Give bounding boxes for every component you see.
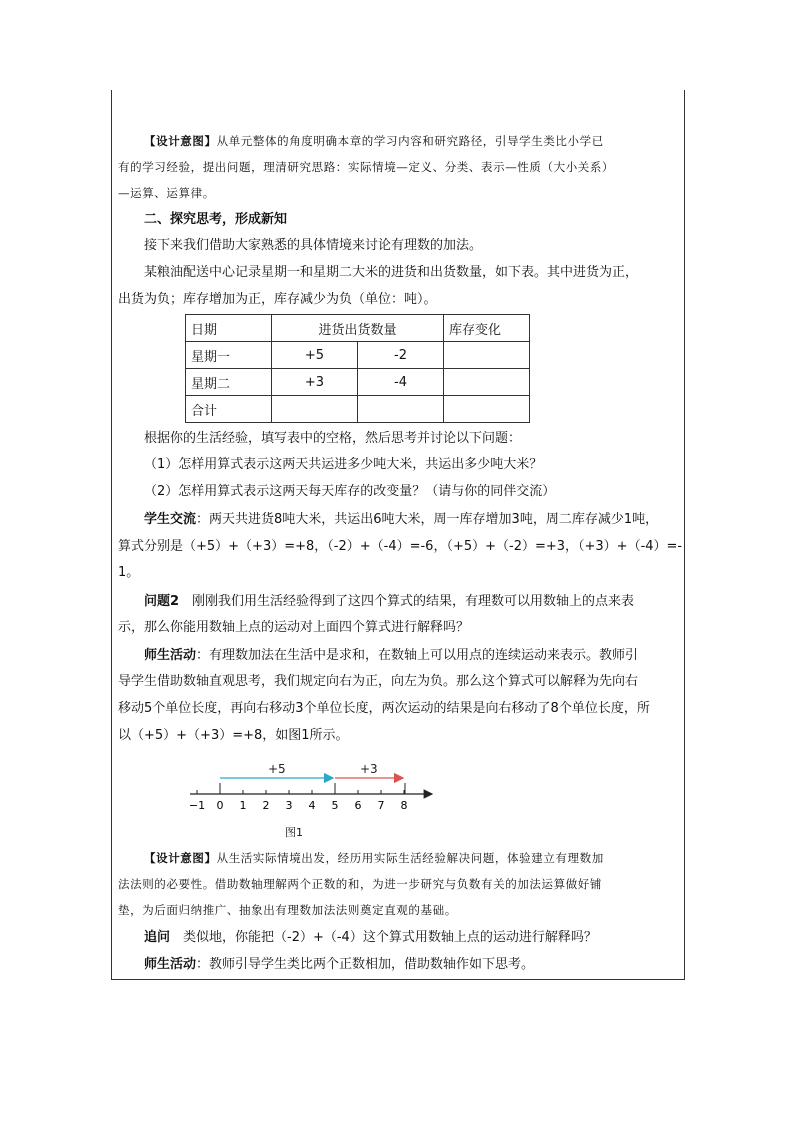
design-intent-2: 【设计意图】从生活实际情境出发，经历用实际生活经验解决问题，体验建立有理数加	[144, 851, 604, 865]
table-row: 日期 进货出货数量 库存变化	[186, 315, 530, 342]
tick-label: 1	[239, 799, 247, 812]
design-intent-label: 【设计意图】	[144, 134, 217, 148]
tick-label: 7	[377, 799, 385, 812]
number-line-figure	[180, 755, 450, 815]
teacher-student-activity: 师生活动：有理数加法在生活中是求和，在数轴上可以用点的连续运动来表示。教师引	[144, 648, 639, 663]
inventory-table	[185, 314, 530, 423]
arrow2-label: +3	[360, 762, 378, 776]
tick-label: 5	[331, 799, 339, 812]
table-row: 合计	[186, 396, 530, 423]
student-exchange: 学生交流：两天共进货8吨大米，共运出6吨大米，周一库存增加3吨，周二库存减少1吨，	[144, 512, 659, 527]
teacher-student-activity-2: 师生活动：教师引导学生类比两个正数相加，借助数轴作如下思考。	[144, 957, 535, 972]
tick-label: 4	[308, 799, 316, 812]
scenario-line: 出货为负；库存增加为正，库存减少为负（单位：吨）。	[118, 292, 437, 307]
intro: 接下来我们借助大家熟悉的具体情境来讨论有理数的加法。	[144, 238, 483, 253]
scenario-line: 某粮油配送中心记录星期一和星期二大米的进货和出货数量，如下表。其中进货为正，	[144, 265, 639, 280]
table-row: 星期一 +5 -2	[186, 342, 530, 369]
tick-label: 0	[216, 799, 224, 812]
question-1: （1）怎样用算式表示这两天共运进多少吨大米，共运出多少吨大米？	[144, 457, 543, 472]
tick-label: 3	[285, 799, 293, 812]
tick-label: 2	[262, 799, 270, 812]
arrow1-label: +5	[268, 762, 286, 776]
tick-label: 8	[400, 799, 408, 812]
figure-caption: 图1	[285, 826, 303, 839]
design-intent-1: 【设计意图】从单元整体的角度明确本章的学习内容和研究路径，引导学生类比小学已	[144, 134, 604, 148]
section-title: 二、探究思考，形成新知	[144, 212, 288, 227]
problem-2: 问题2 刚刚我们用生活经验得到了这四个算式的结果，有理数可以用数轴上的点来表	[144, 594, 635, 609]
question-2: （2）怎样用算式表示这两天每天库存的改变量？（请与你的同伴交流）	[144, 484, 556, 499]
table-row: 星期二 +3 -4	[186, 369, 530, 396]
follow-up: 追问 类似地，你能把（-2）+（-4）这个算式用数轴上点的运动进行解释吗？	[144, 930, 597, 945]
tick-label: 6	[354, 799, 362, 812]
instruction: 根据你的生活经验，填写表中的空格，然后思考并讨论以下问题：	[144, 431, 522, 446]
tick-label: −1	[188, 799, 206, 812]
